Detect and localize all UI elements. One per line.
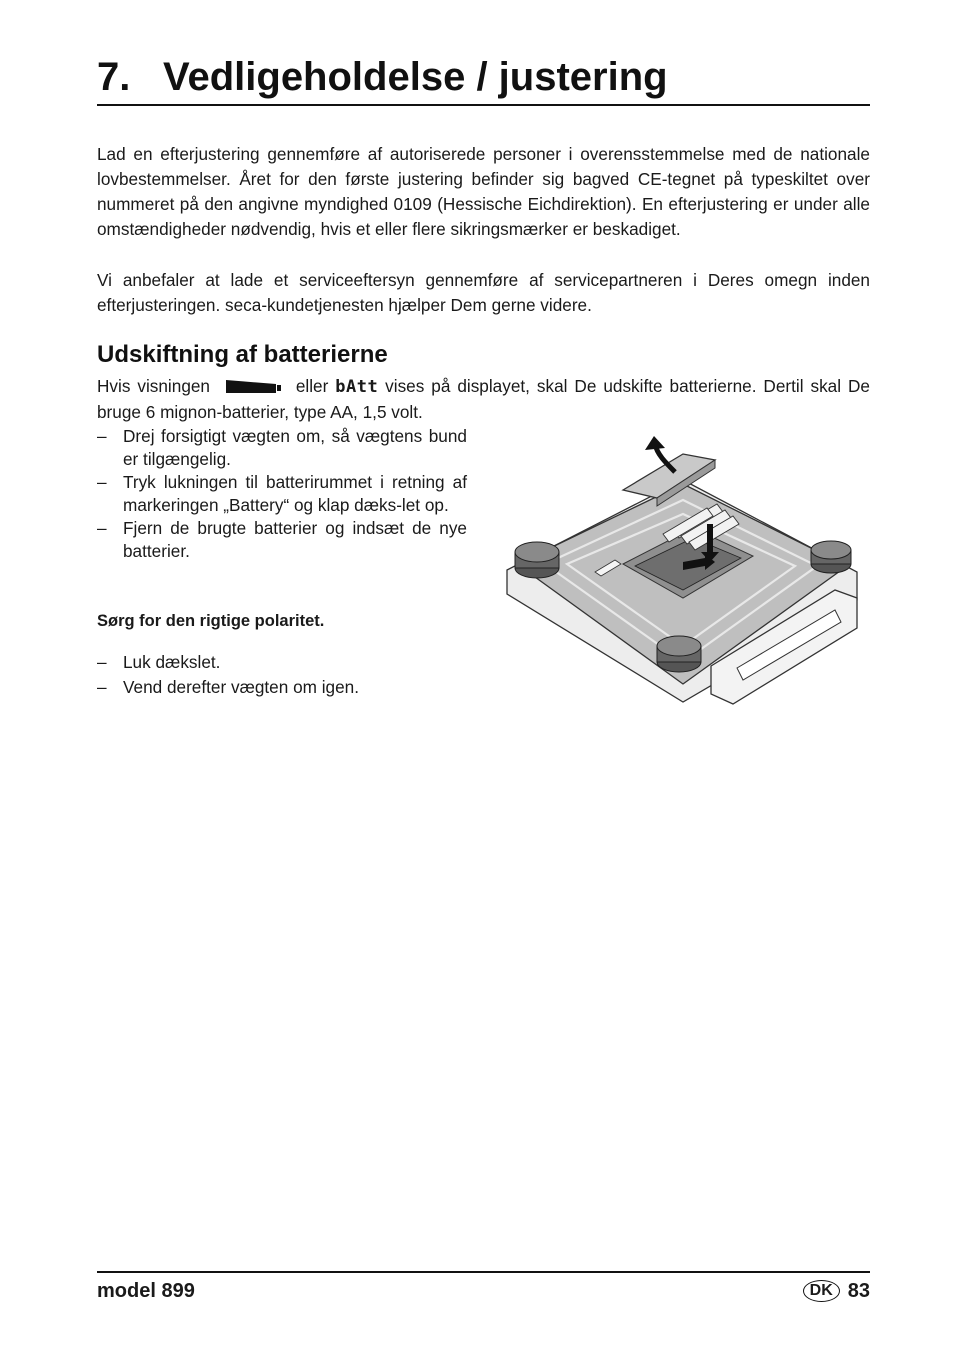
- country-badge: DK: [803, 1280, 840, 1302]
- page-title: [97, 52, 870, 102]
- footer-right: [803, 1278, 870, 1304]
- title-rule: [97, 104, 870, 106]
- footer-rule: [97, 1271, 870, 1273]
- list-item: – Vend derefter vægten om igen.: [97, 675, 467, 700]
- list-item: – Tryk lukningen til batterirummet i retning af markeringen „Battery“ og klap dæks-let op.: [97, 471, 467, 517]
- polarity-note: Sørg for den rigtige polaritet.: [97, 612, 325, 630]
- chapter-number: 7.: [97, 55, 131, 99]
- battery-low-icon: [224, 379, 282, 394]
- list-item: – Luk dækslet.: [97, 650, 467, 675]
- battery-intro: [97, 374, 870, 425]
- list-item: – Drej forsigtigt vægten om, så vægtens bund er tilgængelig.: [97, 425, 467, 471]
- intro-text-a: Hvis visningen: [97, 376, 210, 396]
- list-item: – Fjern de brugte batterier og indsæt de nye batterier.: [97, 517, 467, 563]
- steps-list: [97, 425, 467, 563]
- intro-text-c: vises på displayet, skal De udskifte batterierne. Dertil skal De bruge 6 mignon-batterier, type AA, 1,5 volt.: [97, 376, 870, 422]
- page-number: 83: [847, 1280, 870, 1302]
- paragraph-service: Vi anbefaler at lade et serviceeftersyn gennemføre af servicepartneren i Deres omegn inden efterjusteringen. seca-kundetjenesten hjælper Dem gerne videre.: [97, 270, 870, 315]
- scale-battery-illustration: [505, 432, 863, 712]
- chapter-title: Vedligeholdelse / justering: [163, 55, 668, 99]
- paragraph-justering: Lad en efterjustering gennemføre af autoriserede personer i overensstemmelse med de nationale lovbestemmelser. Året for den første justering befinder sig bagved CE-tegnet på typeskiltet over nummeret på den angivne myndighed 0109 (Hessische Eichdirektion). En efterjustering er under alle omstændigheder nødvendig, hvis et eller flere sikringsmærker er beskadiget.: [97, 144, 870, 239]
- batt-display-text: bAtt: [335, 377, 379, 397]
- steps-list-2: [97, 650, 467, 700]
- section-heading: Udskiftning af batterierne: [97, 341, 388, 368]
- footer-model: model 899: [97, 1280, 195, 1302]
- intro-text-b: eller: [295, 376, 329, 396]
